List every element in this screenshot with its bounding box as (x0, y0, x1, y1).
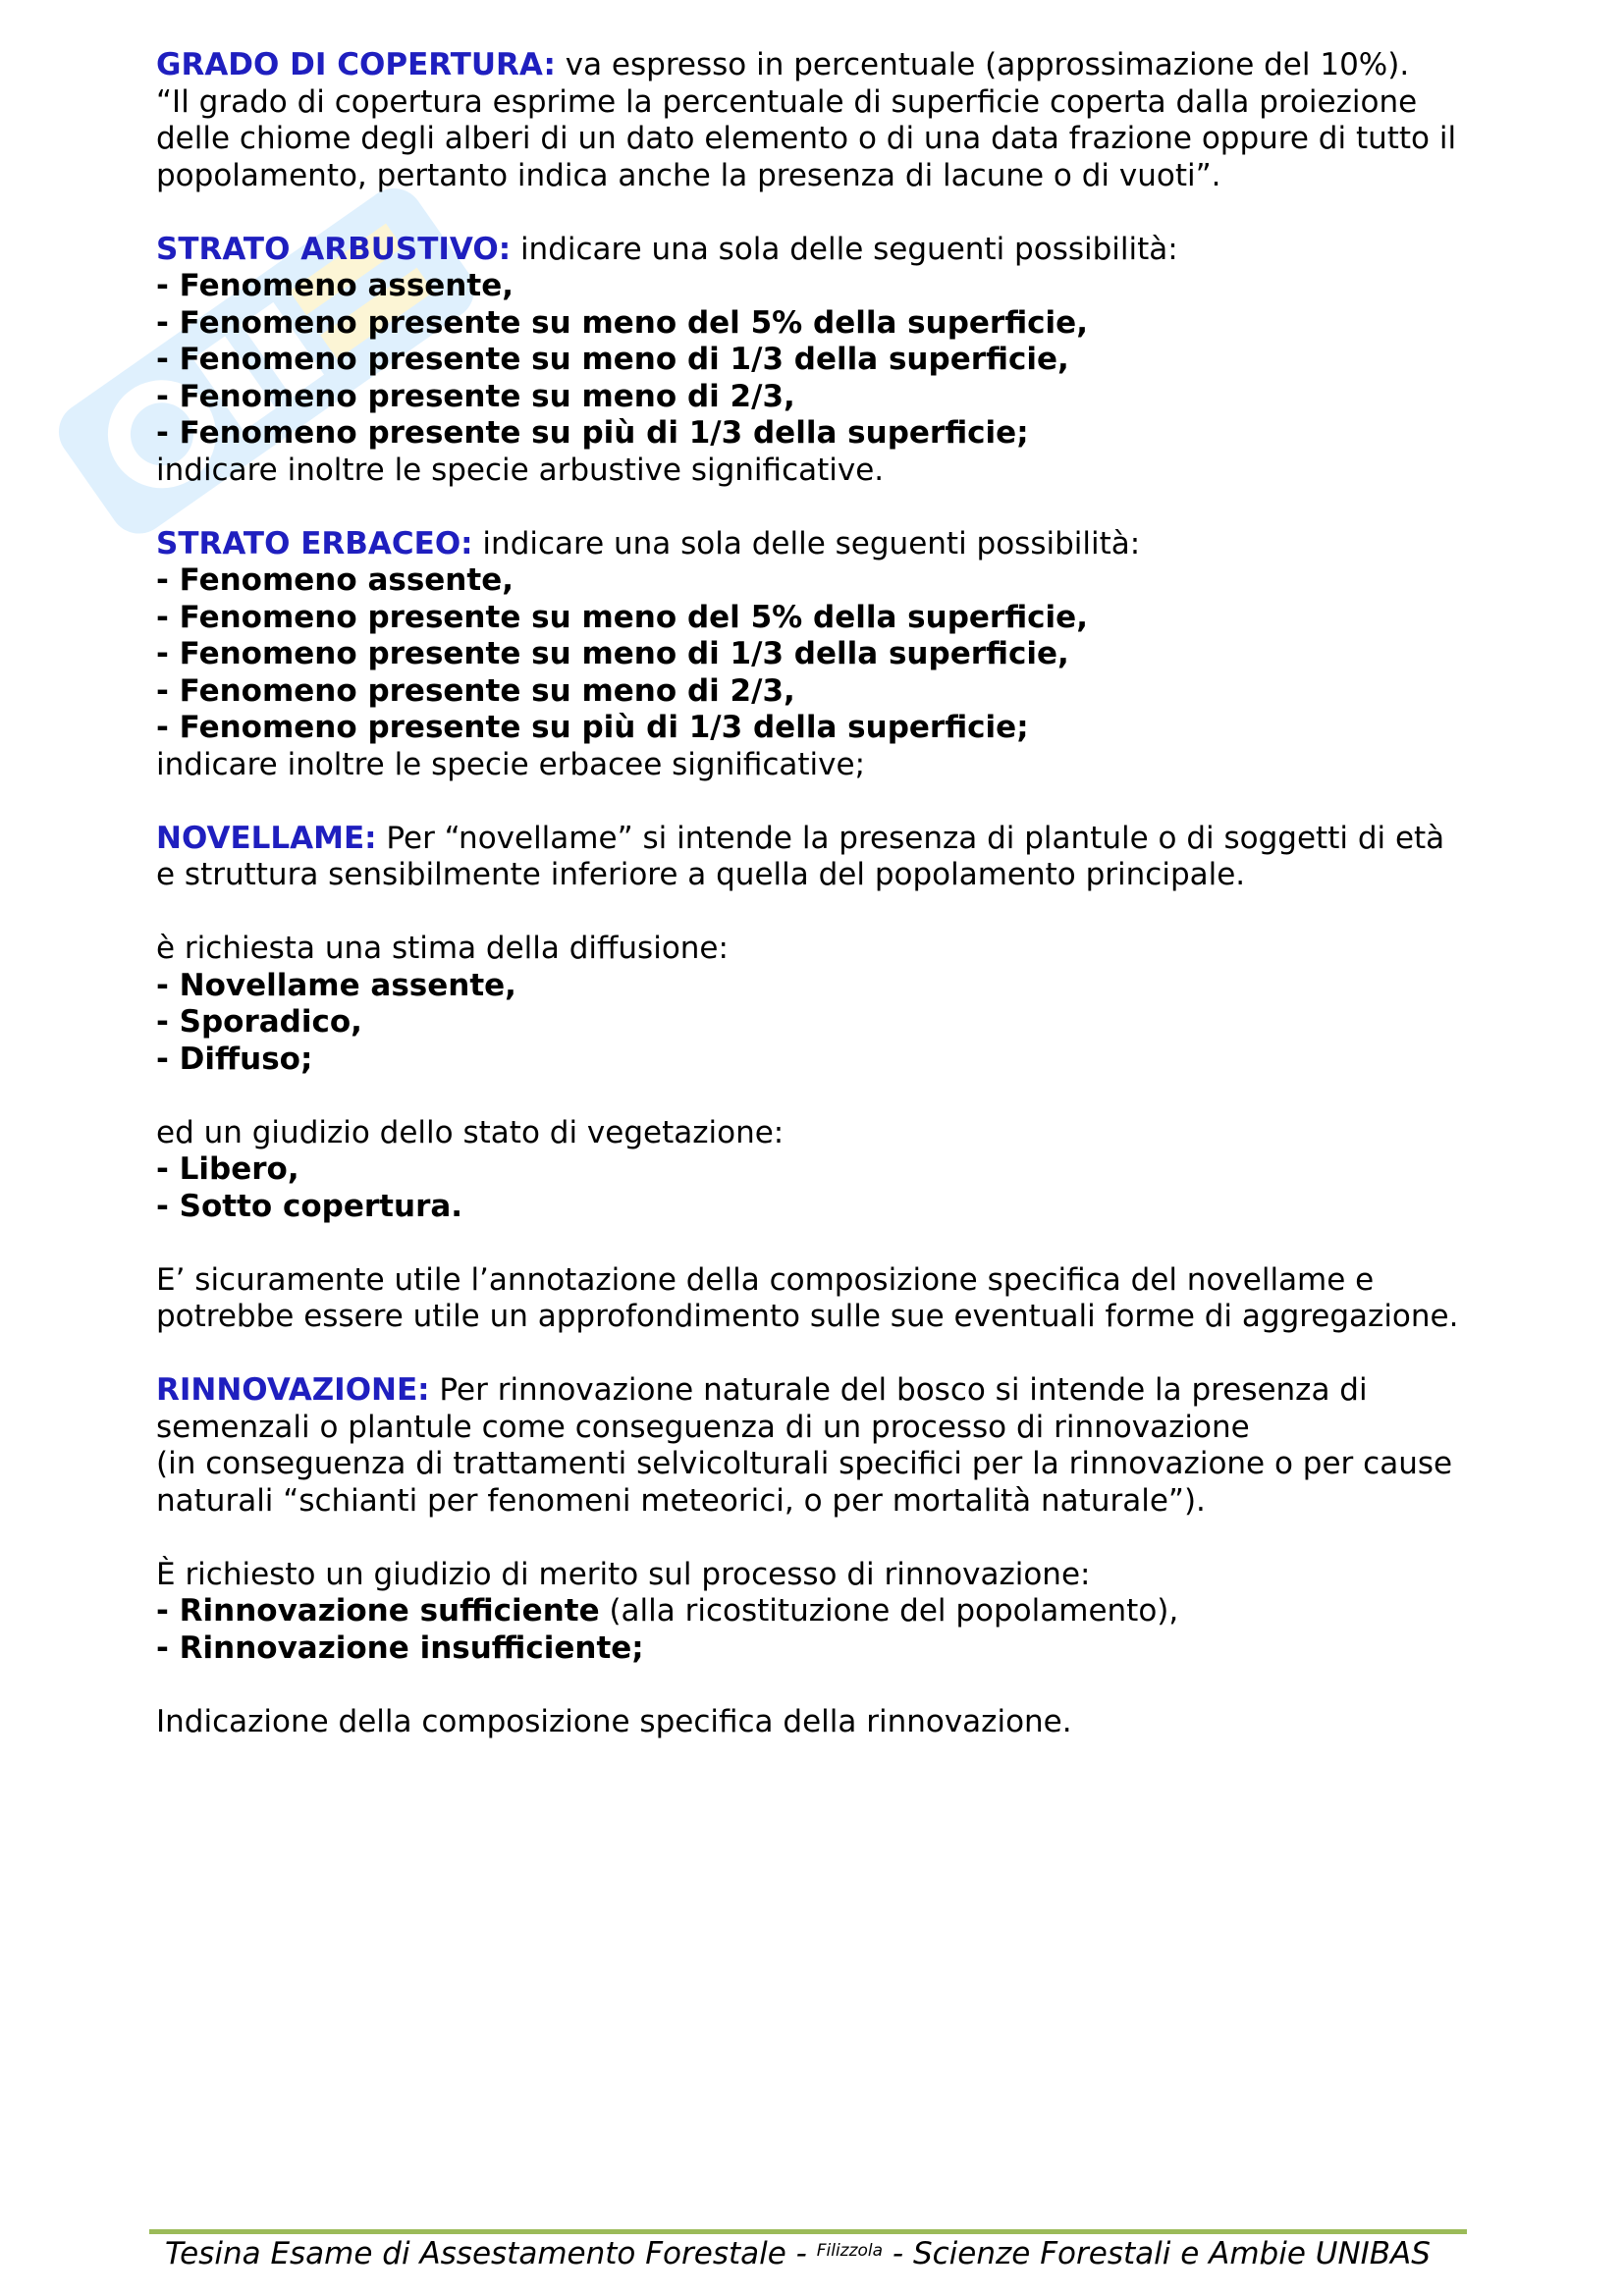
paragraph-line: (in conseguenza di trattamenti selvicolturali specifici per la rinnovazione o per cause (156, 1446, 1453, 1481)
section-rinnovazione (156, 1372, 1472, 1520)
section-intro: indicare una sola delle seguenti possibilità: (472, 525, 1141, 561)
list-item: - Fenomeno presente su più di 1/3 della superficie; (156, 710, 1029, 745)
document-body (156, 47, 1472, 1778)
list-item: - Diffuso; (156, 1041, 313, 1077)
list-item: - Fenomeno presente su più di 1/3 della superficie; (156, 415, 1029, 451)
paragraph-line: Per rinnovazione naturale del bosco si intende la presenza di (429, 1372, 1368, 1408)
section-strato-arbustivo (156, 232, 1472, 490)
section-novellame (156, 821, 1472, 894)
diffusione-intro: è richiesta una stima della diffusione: (156, 931, 729, 966)
paragraph-line: E’ sicuramente utile l’annotazione della composizione specifica del novellame e (156, 1261, 1375, 1298)
footer-author: Filizzola (816, 2241, 884, 2261)
section-composizione (156, 1704, 1472, 1741)
list-item: - Fenomeno presente su meno di 1/3 della superficie, (156, 342, 1069, 377)
paragraph-line: potrebbe essere utile un approfondimento sulle sue eventuali forme di aggregazione. (156, 1299, 1459, 1334)
list-item: - Novellame assente, (156, 967, 516, 1003)
list-item: - Fenomeno presente su meno di 1/3 della superficie, (156, 636, 1069, 671)
paragraph-line: naturali “schianti per fenomeni meteorici, o per mortalità naturale”). (156, 1482, 1206, 1519)
list-item: - Libero, (156, 1151, 299, 1187)
list-item: - Rinnovazione sufficiente (alla ricostituzione del popolamento), (156, 1593, 1179, 1629)
footer-institution: - Scienze Forestali e Ambie UNIBAS (883, 2236, 1431, 2271)
heading-rinnovazione: RINNOVAZIONE: (156, 1372, 430, 1408)
footer-title: Tesina Esame di Assestamento Forestale - (165, 2236, 817, 2271)
section-novellame-stato (156, 1115, 1472, 1226)
heading-strato-erbaceo: STRATO ERBACEO: (156, 525, 473, 561)
section-strato-erbaceo (156, 526, 1472, 784)
section-novellame-annotazione (156, 1262, 1472, 1336)
paragraph-line: Indicazione della composizione specifica della rinnovazione. (156, 1703, 1072, 1739)
section-rinnovazione-giudizio (156, 1557, 1472, 1668)
section-novellame-diffusione (156, 931, 1472, 1078)
paragraph-line: “Il grado di copertura esprime la percentuale di superficie coperta dalla proiezione (156, 83, 1418, 120)
list-item: - Sporadico, (156, 1004, 362, 1040)
stato-intro: ed un giudizio dello stato di vegetazione: (156, 1114, 785, 1150)
giudizio-intro: È richiesto un giudizio di merito sul processo di rinnovazione: (156, 1556, 1091, 1592)
paragraph-line: e struttura sensibilmente inferiore a quella del popolamento principale. (156, 857, 1246, 892)
page-footer (165, 2234, 1467, 2278)
list-item: - Fenomeno assente, (156, 268, 514, 303)
list-item: - Fenomeno presente su meno di 2/3, (156, 672, 795, 709)
list-item: - Fenomeno presente su meno del 5% della superficie, (156, 599, 1088, 635)
heading-grado-copertura: GRADO DI COPERTURA: (156, 47, 556, 82)
list-item: - Rinnovazione insufficiente; (156, 1629, 644, 1666)
list-item: - Sotto copertura. (156, 1188, 463, 1224)
section-intro: indicare una sola delle seguenti possibilità: (511, 231, 1178, 267)
paragraph-line: Per “novellame” si intende la presenza di plantule o di soggetti di età (376, 820, 1445, 856)
paragraph-line: delle chiome degli alberi di un dato elemento o di una data frazione oppure di tutto il (156, 121, 1457, 156)
list-item: - Fenomeno presente su meno del 5% della superficie, (156, 304, 1088, 341)
paragraph-line: popolamento, pertanto indica anche la presenza di lacune o di vuoti”. (156, 157, 1221, 193)
heading-strato-arbustivo: STRATO ARBUSTIVO: (156, 231, 512, 267)
paragraph-line: va espresso in percentuale (approssimazione del 10%). (555, 47, 1410, 82)
heading-novellame: NOVELLAME: (156, 820, 377, 856)
section-grado-copertura (156, 47, 1472, 194)
section-note: indicare inoltre le specie arbustive significative. (156, 452, 885, 488)
list-item: - Fenomeno presente su meno di 2/3, (156, 378, 795, 414)
list-item: - Fenomeno assente, (156, 562, 514, 598)
section-note: indicare inoltre le specie erbacee significative; (156, 746, 866, 782)
paragraph-line: semenzali o plantule come conseguenza di un processo di rinnovazione (156, 1409, 1250, 1445)
